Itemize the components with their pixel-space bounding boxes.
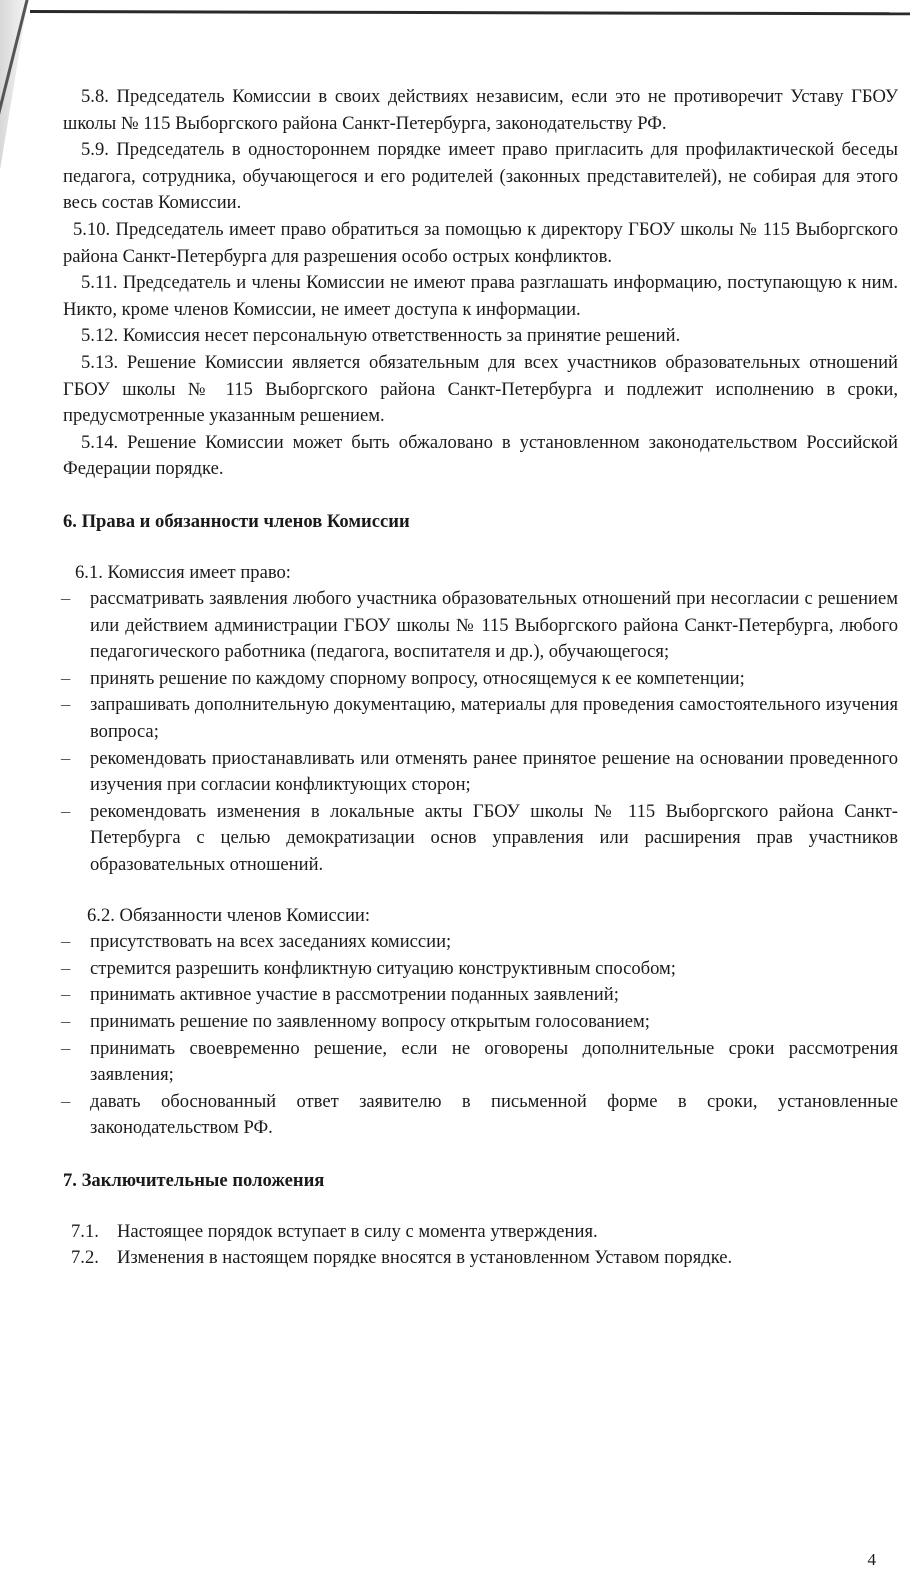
- spacer: [63, 879, 898, 903]
- list-item: [63, 692, 898, 745]
- paragraph-5-14: 5.14. Решение Комиссии может быть обжаловано в установленном законодательством Российской Федерации порядке.: [63, 431, 898, 480]
- paragraph-5-8: 5.8. Председатель Комиссии в своих действиях независим, если это не противоречит Уставу ГБОУ школы № 115 Выборгского района Санкт-Петербурга, законодательству РФ.: [63, 86, 898, 134]
- document-page: [63, 84, 898, 1272]
- list-item-text: запрашивать дополнительную документацию, материалы для проведения самостоятельного изучения вопроса;: [90, 694, 898, 743]
- dash-marker: –: [61, 984, 71, 1006]
- list-item-text: Настоящее порядок вступает в силу с момента утверждения.: [117, 1220, 598, 1242]
- list-item-text: принимать активное участие в рассмотрении поданных заявлений;: [90, 984, 619, 1006]
- spacer: [63, 1142, 898, 1168]
- list-item: [63, 746, 898, 799]
- list-item-text: присутствовать на всех заседаниях комиссии;: [90, 931, 452, 953]
- dash-marker: –: [61, 800, 71, 822]
- item-number: 7.2.: [71, 1247, 99, 1269]
- dash-marker: –: [61, 667, 71, 689]
- spacer: [63, 1195, 898, 1219]
- list-item: [63, 1089, 898, 1142]
- list-item-text: стремится разрешить конфликтную ситуацию конструктивным способом;: [90, 957, 676, 979]
- dash-marker: –: [61, 694, 71, 716]
- rights-list: [63, 586, 898, 879]
- list-item-text: рекомендовать изменения в локальные акты ГБОУ школы № 115 Выборгского района Санкт-Петербурга с целью демократизации основ управления или расширения прав участников образовательных отношений.: [90, 800, 898, 876]
- scan-left-edge: [0, 0, 60, 170]
- list-item: [63, 1009, 898, 1036]
- dash-marker: –: [61, 588, 71, 610]
- duties-intro: 6.2. Обязанности членов Комиссии:: [87, 904, 371, 926]
- list-item: [63, 982, 898, 1009]
- paragraph-5-10: 5.10. Председатель имеет право обратиться за помощью к директору ГБОУ школы № 115 Выборгского района Санкт-Петербурга для разрешения особо острых конфликтов.: [63, 218, 898, 267]
- list-item: [63, 956, 898, 983]
- paragraph-5-13: 5.13. Решение Комиссии является обязательным для всех участников образовательных отношений ГБОУ школы № 115 Выборгского района Санкт-Петербурга и подлежит исполнению в сроки, предусмотренные указанным решением.: [63, 351, 898, 427]
- spacer: [63, 536, 898, 560]
- list-item: [63, 586, 898, 666]
- dash-marker: –: [61, 957, 71, 979]
- item-number: 7.1.: [71, 1220, 99, 1242]
- list-item: [63, 1036, 898, 1089]
- scan-top-edge: [30, 10, 910, 15]
- rights-intro: 6.1. Комиссия имеет право:: [75, 561, 291, 583]
- dash-marker: –: [61, 931, 71, 953]
- dash-marker: –: [61, 747, 71, 769]
- paragraph-5-9: 5.9. Председатель в одностороннем порядке имеет право пригласить для профилактической беседы педагога, сотрудника, обучающегося и его родителей (законных представителей), не собирая для этого весь состав Комиссии.: [63, 139, 898, 214]
- list-item-text: принять решение по каждому спорному вопросу, относящемуся к ее компетенции;: [90, 667, 745, 689]
- paragraph-5-12: 5.12. Комиссия несет персональную ответственность за принятие решений.: [81, 325, 681, 347]
- list-item-text: принимать решение по заявленному вопросу открытым голосованием;: [90, 1011, 650, 1032]
- list-item-text: Изменения в настоящем порядке вносятся в установленном Уставом порядке.: [117, 1247, 733, 1269]
- dash-marker: –: [61, 1011, 71, 1032]
- list-item-text: принимать своевременно решение, если не оговорены дополнительные сроки рассмотрения заявления;: [90, 1037, 898, 1086]
- final-provisions-list: [63, 1219, 898, 1272]
- dash-marker: –: [61, 1037, 71, 1059]
- dash-marker: –: [61, 1090, 71, 1112]
- section-7-heading: 7. Заключительные положения: [63, 1169, 325, 1191]
- list-item: [63, 666, 898, 693]
- list-item-text: давать обоснованный ответ заявителю в письменной форме в сроки, установленные законодательством РФ.: [90, 1090, 898, 1139]
- list-item: [63, 929, 898, 956]
- page-number: 4: [867, 1550, 876, 1569]
- paragraph-5-11: 5.11. Председатель и члены Комиссии не имеют права разглашать информацию, поступающую к ним. Никто, кроме членов Комиссии, не имеет доступа к информации.: [63, 272, 898, 320]
- duties-list: [63, 929, 898, 1142]
- section-6-heading: 6. Права и обязанности членов Комиссии: [63, 510, 410, 532]
- list-item-text: рекомендовать приостанавливать или отменять ранее принятое решение на основании проведенного изучения при согласии конфликтующих сторон;: [90, 747, 898, 796]
- list-item-text: рассматривать заявления любого участника образовательных отношений при несогласии с решением или действием администрации ГБОУ школы № 115 Выборгского района Санкт-Петербурга, любого педагогического работника (педагога, воспитателя и др.), обучающегося;: [90, 588, 898, 663]
- list-item: [63, 1245, 898, 1272]
- list-item: [63, 799, 898, 879]
- list-item: [63, 1219, 898, 1246]
- spacer: [63, 483, 898, 509]
